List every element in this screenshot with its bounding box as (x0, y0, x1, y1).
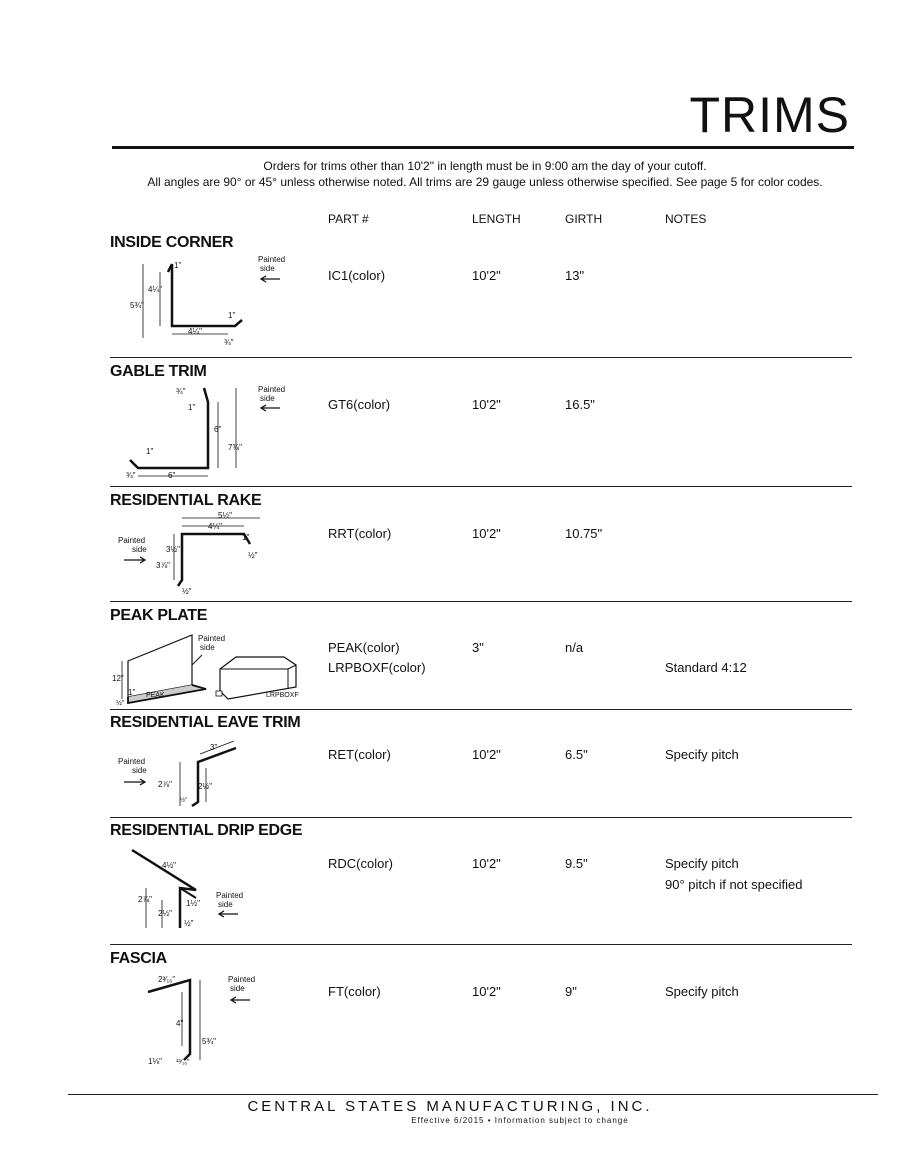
dim-c: 6" (214, 425, 222, 434)
peak-plate-diagram (110, 625, 310, 710)
length-value: 10'2" (472, 526, 501, 541)
dim-d: 2½" (158, 909, 172, 918)
dim-e: ½" (184, 919, 194, 928)
girth-value: n/a (565, 640, 584, 655)
length-value: 10'2" (472, 856, 501, 871)
painted-label: Painted (198, 634, 226, 643)
dim-e: 3½" (166, 545, 180, 554)
side-label: side (218, 900, 233, 909)
residential-rake-diagram (110, 508, 300, 598)
side-label: side (132, 545, 147, 554)
painted-label: Painted (216, 891, 244, 900)
intro-line-1: Orders for trims other than 10'2" in length must be in 9:00 am the day of your cutoff. (263, 159, 707, 173)
part-number: IC1(color) (328, 268, 386, 283)
dim-d: ½" (180, 798, 188, 804)
painted-label: Painted (228, 975, 256, 984)
dim-d: ½" (248, 551, 258, 560)
dim-b: 2⅞" (138, 895, 152, 904)
dim-b: 4¼" (148, 285, 162, 294)
dim-e: 1" (228, 311, 236, 320)
dim-a: 4½" (162, 861, 176, 870)
section-title: RESIDENTIAL RAKE (110, 492, 262, 509)
part-number: PEAK(color) (328, 640, 400, 655)
section-title: GABLE TRIM (110, 363, 207, 380)
girth-value: 10.75" (565, 526, 603, 541)
dim-c: 5¾" (202, 1037, 216, 1046)
part-number-2: LRPBOXF(color) (328, 660, 426, 675)
dim-d: 1⅛" (148, 1057, 162, 1066)
fascia-diagram (110, 968, 300, 1073)
dim-c: ½" (116, 700, 125, 707)
dim-c: 1½" (186, 899, 200, 908)
girth-value: 9" (565, 984, 577, 999)
side-label: side (260, 264, 275, 273)
painted-label: Painted (258, 385, 286, 394)
title-rule (112, 146, 854, 149)
dim-a: 2³⁄₁₆" (158, 975, 176, 984)
part-number: GT6(color) (328, 397, 391, 412)
peak-label: PEAK (146, 692, 165, 699)
painted-label: Painted (118, 757, 146, 766)
column-header-girth: GIRTH (565, 212, 603, 226)
section-title: FASCIA (110, 950, 167, 967)
length-value: 10'2" (472, 397, 501, 412)
girth-value: 6.5" (565, 747, 588, 762)
dim-c: 5¾" (130, 301, 144, 310)
girth-value: 16.5" (565, 397, 595, 412)
arrow-icon (124, 779, 145, 785)
column-header-length: LENGTH (472, 212, 521, 226)
notes-value: Specify pitch (665, 984, 739, 999)
side-label: side (260, 394, 275, 403)
dim-f: ¾" (224, 338, 234, 347)
arrow-icon (231, 997, 250, 1003)
gable-trim-diagram (110, 380, 300, 485)
arrow-icon (219, 911, 238, 917)
dim-b: 4" (176, 1019, 184, 1028)
part-number: RET(color) (328, 747, 391, 762)
footer-note: Effective 6/2015 • Information subject to change (411, 1116, 629, 1125)
section-title: PEAK PLATE (110, 607, 208, 624)
girth-value: 13" (565, 268, 585, 283)
intro-line-2: All angles are 90° or 45° unless otherwise noted. All trims are 29 gauge unless otherwise specified. See page 5 for color codes. (147, 175, 823, 189)
arrow-icon (124, 557, 145, 563)
dim-g: ½" (182, 587, 192, 596)
painted-label: Painted (118, 536, 146, 545)
notes-value: Specify pitch (665, 747, 739, 762)
residential-drip-edge-diagram (110, 840, 300, 940)
section-title: RESIDENTIAL EAVE TRIM (110, 714, 301, 731)
arrow-icon (261, 276, 280, 282)
dim-d: 7⅜" (228, 443, 242, 452)
length-value: 10'2" (472, 268, 501, 283)
length-value: 10'2" (472, 984, 501, 999)
section-title: INSIDE CORNER (110, 234, 234, 251)
part-number: RRT(color) (328, 526, 392, 541)
notes-value: Specify pitch (665, 856, 739, 871)
section-divider (110, 486, 852, 487)
side-label: side (230, 984, 245, 993)
part-number: RDC(color) (328, 856, 393, 871)
dim-a: 1" (174, 261, 182, 270)
dim-a: 12" (112, 674, 124, 683)
dim-b: 2⅞" (158, 780, 172, 789)
dim-b: 1" (188, 403, 196, 412)
painted-label: Painted (258, 255, 286, 264)
side-label: side (200, 643, 215, 652)
section-divider (110, 357, 852, 358)
dim-f: ¾" (126, 471, 136, 480)
footer-rule (68, 1094, 878, 1095)
arrow-icon (261, 405, 280, 411)
dim-a: 5½" (218, 511, 232, 520)
dim-a: ¾" (176, 387, 186, 396)
length-value: 10'2" (472, 747, 501, 762)
dim-g: 6" (168, 471, 176, 480)
side-label: side (132, 766, 147, 775)
inside-corner-diagram (110, 250, 300, 350)
column-header-part: PART # (328, 212, 369, 226)
notes-value: Standard 4:12 (665, 660, 747, 675)
dim-e: 1" (146, 447, 154, 456)
notes-value-2: 90° pitch if not specified (665, 877, 803, 892)
footer-company: CENTRAL STATES MANUFACTURING, INC. (247, 1098, 653, 1115)
pointer-icon (192, 655, 202, 665)
residential-eave-trim-diagram (110, 732, 300, 812)
page-title: TRIMS (689, 87, 850, 143)
dim-b: 4¼" (208, 522, 222, 531)
section-divider (110, 601, 852, 602)
dim-e: ¹³⁄₁₆" (176, 1059, 190, 1066)
part-number: FT(color) (328, 984, 381, 999)
column-header-notes: NOTES (665, 212, 707, 226)
dim-c: 2½" (198, 782, 212, 791)
dim-b: 1" (128, 688, 136, 697)
dim-d: 4¼" (188, 327, 202, 336)
dim-c: 1" (242, 533, 250, 542)
section-divider (110, 944, 852, 945)
dim-a: 3" (210, 743, 218, 752)
section-divider (110, 817, 852, 818)
section-title: RESIDENTIAL DRIP EDGE (110, 822, 303, 839)
length-value: 3" (472, 640, 484, 655)
box-label: LRPBOXF (266, 692, 299, 699)
section-divider (110, 709, 852, 710)
girth-value: 9.5" (565, 856, 588, 871)
dim-f: 3⅞" (156, 561, 170, 570)
